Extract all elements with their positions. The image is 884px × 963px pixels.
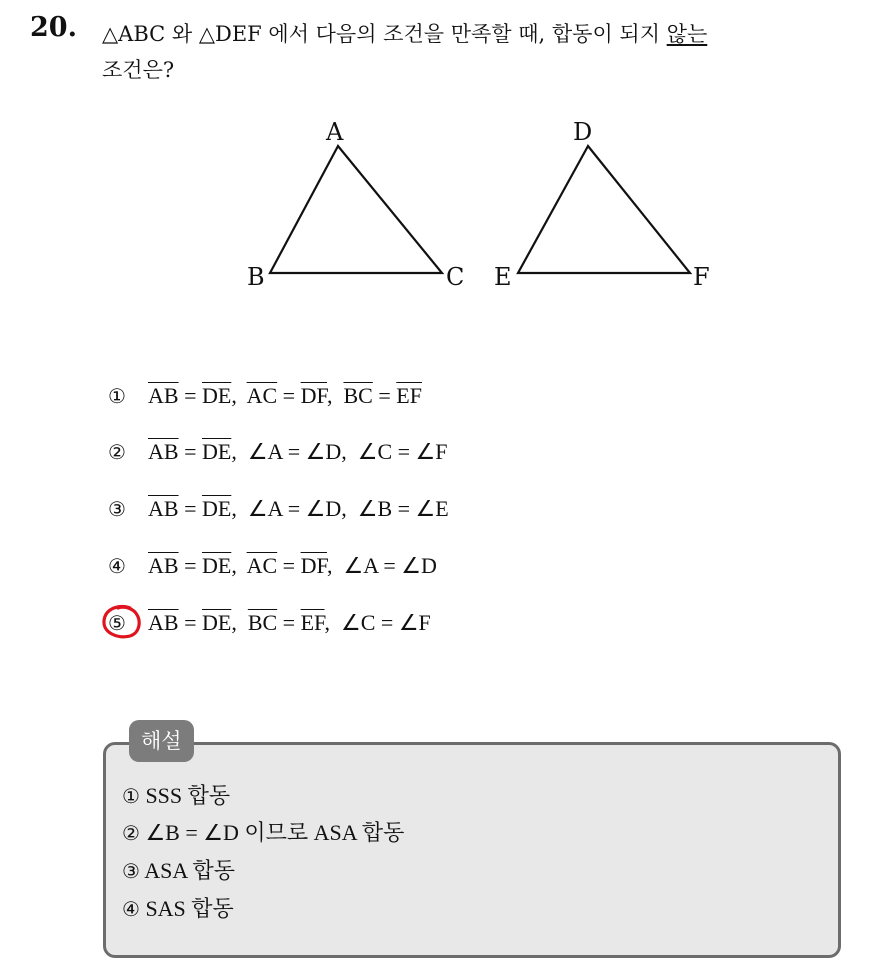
segment-ef: $\overline{EF}$ xyxy=(300,610,325,635)
vertex-label-e: E xyxy=(494,263,512,291)
segment-df: $\overline{DF}$ xyxy=(300,383,327,408)
equals: = xyxy=(178,553,202,578)
segment-bc-ef: $\overline{BC} = \overline{EF}$ xyxy=(343,383,422,408)
equals: = xyxy=(277,383,301,408)
comma: , xyxy=(231,553,247,578)
solution-text: ∠B = ∠D 이므로 ASA 합동 xyxy=(139,820,405,845)
vertex-label-d: D xyxy=(573,118,593,146)
segment-de: $\overline{DE}$ xyxy=(201,496,232,521)
vertex-label-c: C xyxy=(446,263,465,291)
solution-line-1 xyxy=(122,778,230,814)
segment-de: $\overline{DE}$ xyxy=(201,610,232,635)
question-number: 20. xyxy=(30,12,77,43)
segment-bc: $\overline{BC}$ xyxy=(247,610,278,635)
segment-ab: $\overline{AB}$ xyxy=(148,553,179,578)
solution-line-2 xyxy=(122,815,404,851)
choice-2[interactable] xyxy=(108,435,448,469)
segment-ab: $\overline{AB}$ xyxy=(148,439,179,464)
segment-df: $\overline{DF}$ xyxy=(300,553,327,578)
answer-mark-circle-icon xyxy=(100,603,142,641)
comma: , xyxy=(326,383,344,408)
angle-condition: ∠B = ∠E xyxy=(357,496,449,521)
vertex-label-f: F xyxy=(693,263,710,291)
comma: , xyxy=(324,610,342,635)
choice-number: ⑤ xyxy=(108,611,126,635)
comma: , xyxy=(231,610,248,635)
choice-4[interactable] xyxy=(108,549,437,583)
equals: = xyxy=(178,439,202,464)
segment-ac: $\overline{AC}$ xyxy=(246,383,278,408)
comma: , xyxy=(341,439,358,464)
segment-ab: $\overline{AB}$ xyxy=(148,610,179,635)
choice-1[interactable] xyxy=(108,379,422,413)
angle-condition: ∠A = ∠D xyxy=(247,496,342,521)
choice-number: ② xyxy=(108,440,126,464)
angle-condition: ∠C = ∠F xyxy=(341,610,431,635)
equals: = xyxy=(178,496,202,521)
solution-number: ② xyxy=(122,821,140,845)
triangle-def xyxy=(518,146,690,273)
equals: = xyxy=(178,383,202,408)
vertex-label-a: A xyxy=(326,118,344,146)
solution-text: SSS 합동 xyxy=(139,783,231,808)
choice-number: ① xyxy=(108,384,126,408)
equals: = xyxy=(277,610,301,635)
comma: , xyxy=(231,383,247,408)
segment-ab: $\overline{AB}$ xyxy=(148,383,179,408)
question-text-end: 조건은? xyxy=(102,58,175,82)
choice-number: ③ xyxy=(108,497,126,521)
comma: , xyxy=(326,553,344,578)
comma: , xyxy=(231,496,248,521)
choice-3[interactable] xyxy=(108,492,449,526)
choice-5[interactable] xyxy=(108,606,431,640)
equals: = xyxy=(277,553,301,578)
solution-tag: 해설 xyxy=(129,720,194,762)
comma: , xyxy=(231,439,248,464)
choice-number: ④ xyxy=(108,554,126,578)
solution-number: ④ xyxy=(122,897,140,921)
solution-text: SAS 합동 xyxy=(139,896,234,921)
solution-number: ③ xyxy=(122,859,140,883)
question-underlined-word: 않는 xyxy=(666,22,708,46)
triangle-abc xyxy=(270,146,442,273)
vertex-label-b: B xyxy=(247,263,265,291)
angle-condition: ∠C = ∠F xyxy=(357,439,448,464)
angle-condition: ∠A = ∠D xyxy=(343,553,437,578)
solution-number: ① xyxy=(122,784,140,808)
equals: = xyxy=(178,610,202,635)
question-text-main: △ABC 와 △DEF 에서 다음의 조건을 만족할 때, 합동이 되지 xyxy=(102,22,667,46)
solution-line-4 xyxy=(122,891,234,927)
solution-text: ASA 합동 xyxy=(139,858,236,883)
segment-ac: $\overline{AC}$ xyxy=(246,553,278,578)
segment-de: $\overline{DE}$ xyxy=(201,383,232,408)
triangles-figure xyxy=(0,0,884,320)
comma: , xyxy=(341,496,358,521)
solution-line-3 xyxy=(122,853,235,889)
segment-ab: $\overline{AB}$ xyxy=(148,496,179,521)
angle-condition: ∠A = ∠D xyxy=(247,439,342,464)
segment-de: $\overline{DE}$ xyxy=(201,439,232,464)
segment-de: $\overline{DE}$ xyxy=(201,553,232,578)
